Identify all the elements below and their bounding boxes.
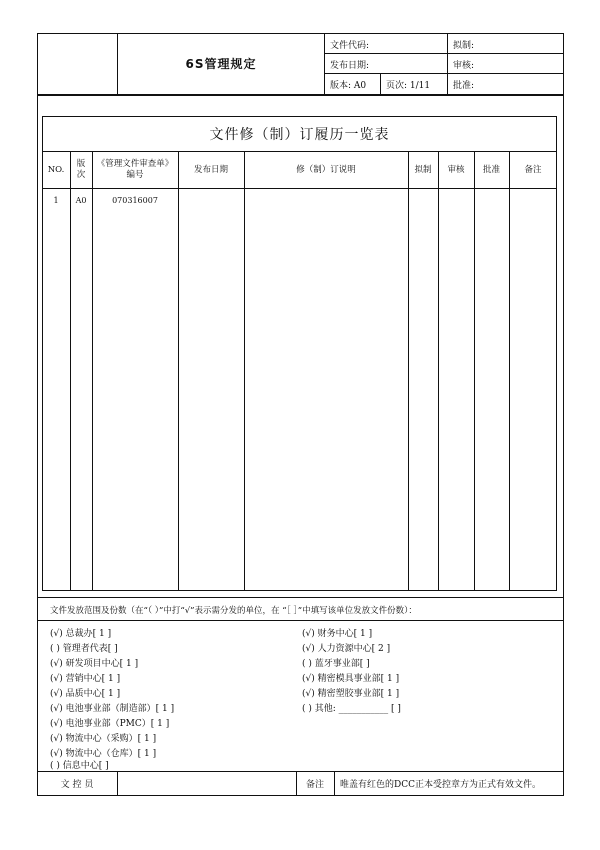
document-title: 6S管理规定 (185, 57, 257, 71)
col-divider (509, 152, 510, 591)
col-header-review: 审核 (447, 164, 465, 175)
col-header-review-no: 《管理文件审查单》 编号 (96, 159, 174, 180)
row-1-version: A0 (75, 196, 87, 205)
dist-left-4: (√) 品质中心[ 1 ] (50, 689, 121, 699)
col-header-version: 版 次 (76, 159, 86, 180)
row-1-no: 1 (53, 196, 59, 205)
doc-code-label: 文件代码: (330, 41, 370, 51)
dist-left-6: (√) 电池事业部（PMC）[ 1 ] (50, 719, 170, 729)
col-divider (244, 152, 245, 591)
distribution-title-rule (37, 620, 564, 621)
row-1-review-no: 070316007 (112, 196, 158, 205)
dist-left-8: (√) 物流中心（仓库）[ 1 ] (50, 749, 157, 759)
col-header-approve: 批准 (482, 164, 500, 175)
col-header-note: 备注 (524, 164, 542, 175)
header-divider-3 (447, 33, 448, 94)
col-header-draft: 拟制 (414, 164, 432, 175)
header-row-rule-1 (324, 53, 564, 54)
dist-left-7: (√) 物流中心（采购）[ 1 ] (50, 734, 157, 744)
col-divider (178, 152, 179, 591)
col-header-date: 发布日期 (193, 164, 228, 175)
col-divider (70, 152, 71, 591)
revision-table-title: 文件修（制）订履历一览表 (42, 116, 557, 152)
col-divider (438, 152, 439, 591)
dist-right-4: (√) 精密塑胶事业部[ 1 ] (302, 689, 400, 699)
footer-divider-1 (117, 771, 118, 796)
col-divider (408, 152, 409, 591)
version-label: 版本: A0 (330, 81, 367, 91)
dist-right-2: ( ) 蓝牙事业部[ ] (302, 659, 370, 669)
footer-divider-3 (334, 771, 335, 796)
dist-left-3: (√) 营销中心[ 1 ] (50, 674, 121, 684)
header-divider-2 (324, 33, 325, 94)
col-header-no: NO. (47, 164, 65, 175)
distribution-top-rule (37, 597, 564, 598)
dist-right-1: (√) 人力资源中心[ 2 ] (302, 644, 391, 654)
approve-label: 批准: (453, 81, 475, 91)
dist-left-9: ( ) 信息中心[ ] (50, 761, 109, 771)
footer-note-text: 唯盖有红色的DCC正本受控章方为正式有效文件。 (340, 779, 541, 790)
issue-date-label: 发布日期: (330, 61, 370, 71)
footer-note-label: 备注 (305, 779, 324, 790)
revision-header-rule (42, 188, 557, 189)
distribution-title: 文件发放范围及份数（在“（ ）”中打“√”表示需分发的单位，在 “［ ］”中填写该单位发放文件份数）： (50, 606, 417, 616)
header-bottom-rule (37, 94, 564, 96)
draft-label: 拟制: (453, 41, 475, 51)
page-label: 页次: 1/11 (386, 81, 431, 91)
dist-right-0: (√) 财务中心[ 1 ] (302, 629, 373, 639)
dist-left-5: (√) 电池事业部（制造部）[ 1 ] (50, 704, 175, 714)
dist-left-0: (√) 总裁办[ 1 ] (50, 629, 112, 639)
dcc-label: 文 控 员 (60, 779, 94, 790)
dist-right-5: ( ) 其他: ___________ [ ] (302, 704, 401, 714)
col-header-desc: 修（制）订说明 (296, 164, 356, 175)
header-row-rule-2 (324, 73, 564, 74)
header-version-divider (380, 73, 381, 94)
review-label: 审核: (453, 61, 475, 71)
col-divider (92, 152, 93, 591)
dist-left-2: (√) 研发项目中心[ 1 ] (50, 659, 139, 669)
dist-right-3: (√) 精密模具事业部[ 1 ] (302, 674, 400, 684)
col-divider (474, 152, 475, 591)
dist-left-1: ( ) 管理者代表[ ] (50, 644, 118, 654)
